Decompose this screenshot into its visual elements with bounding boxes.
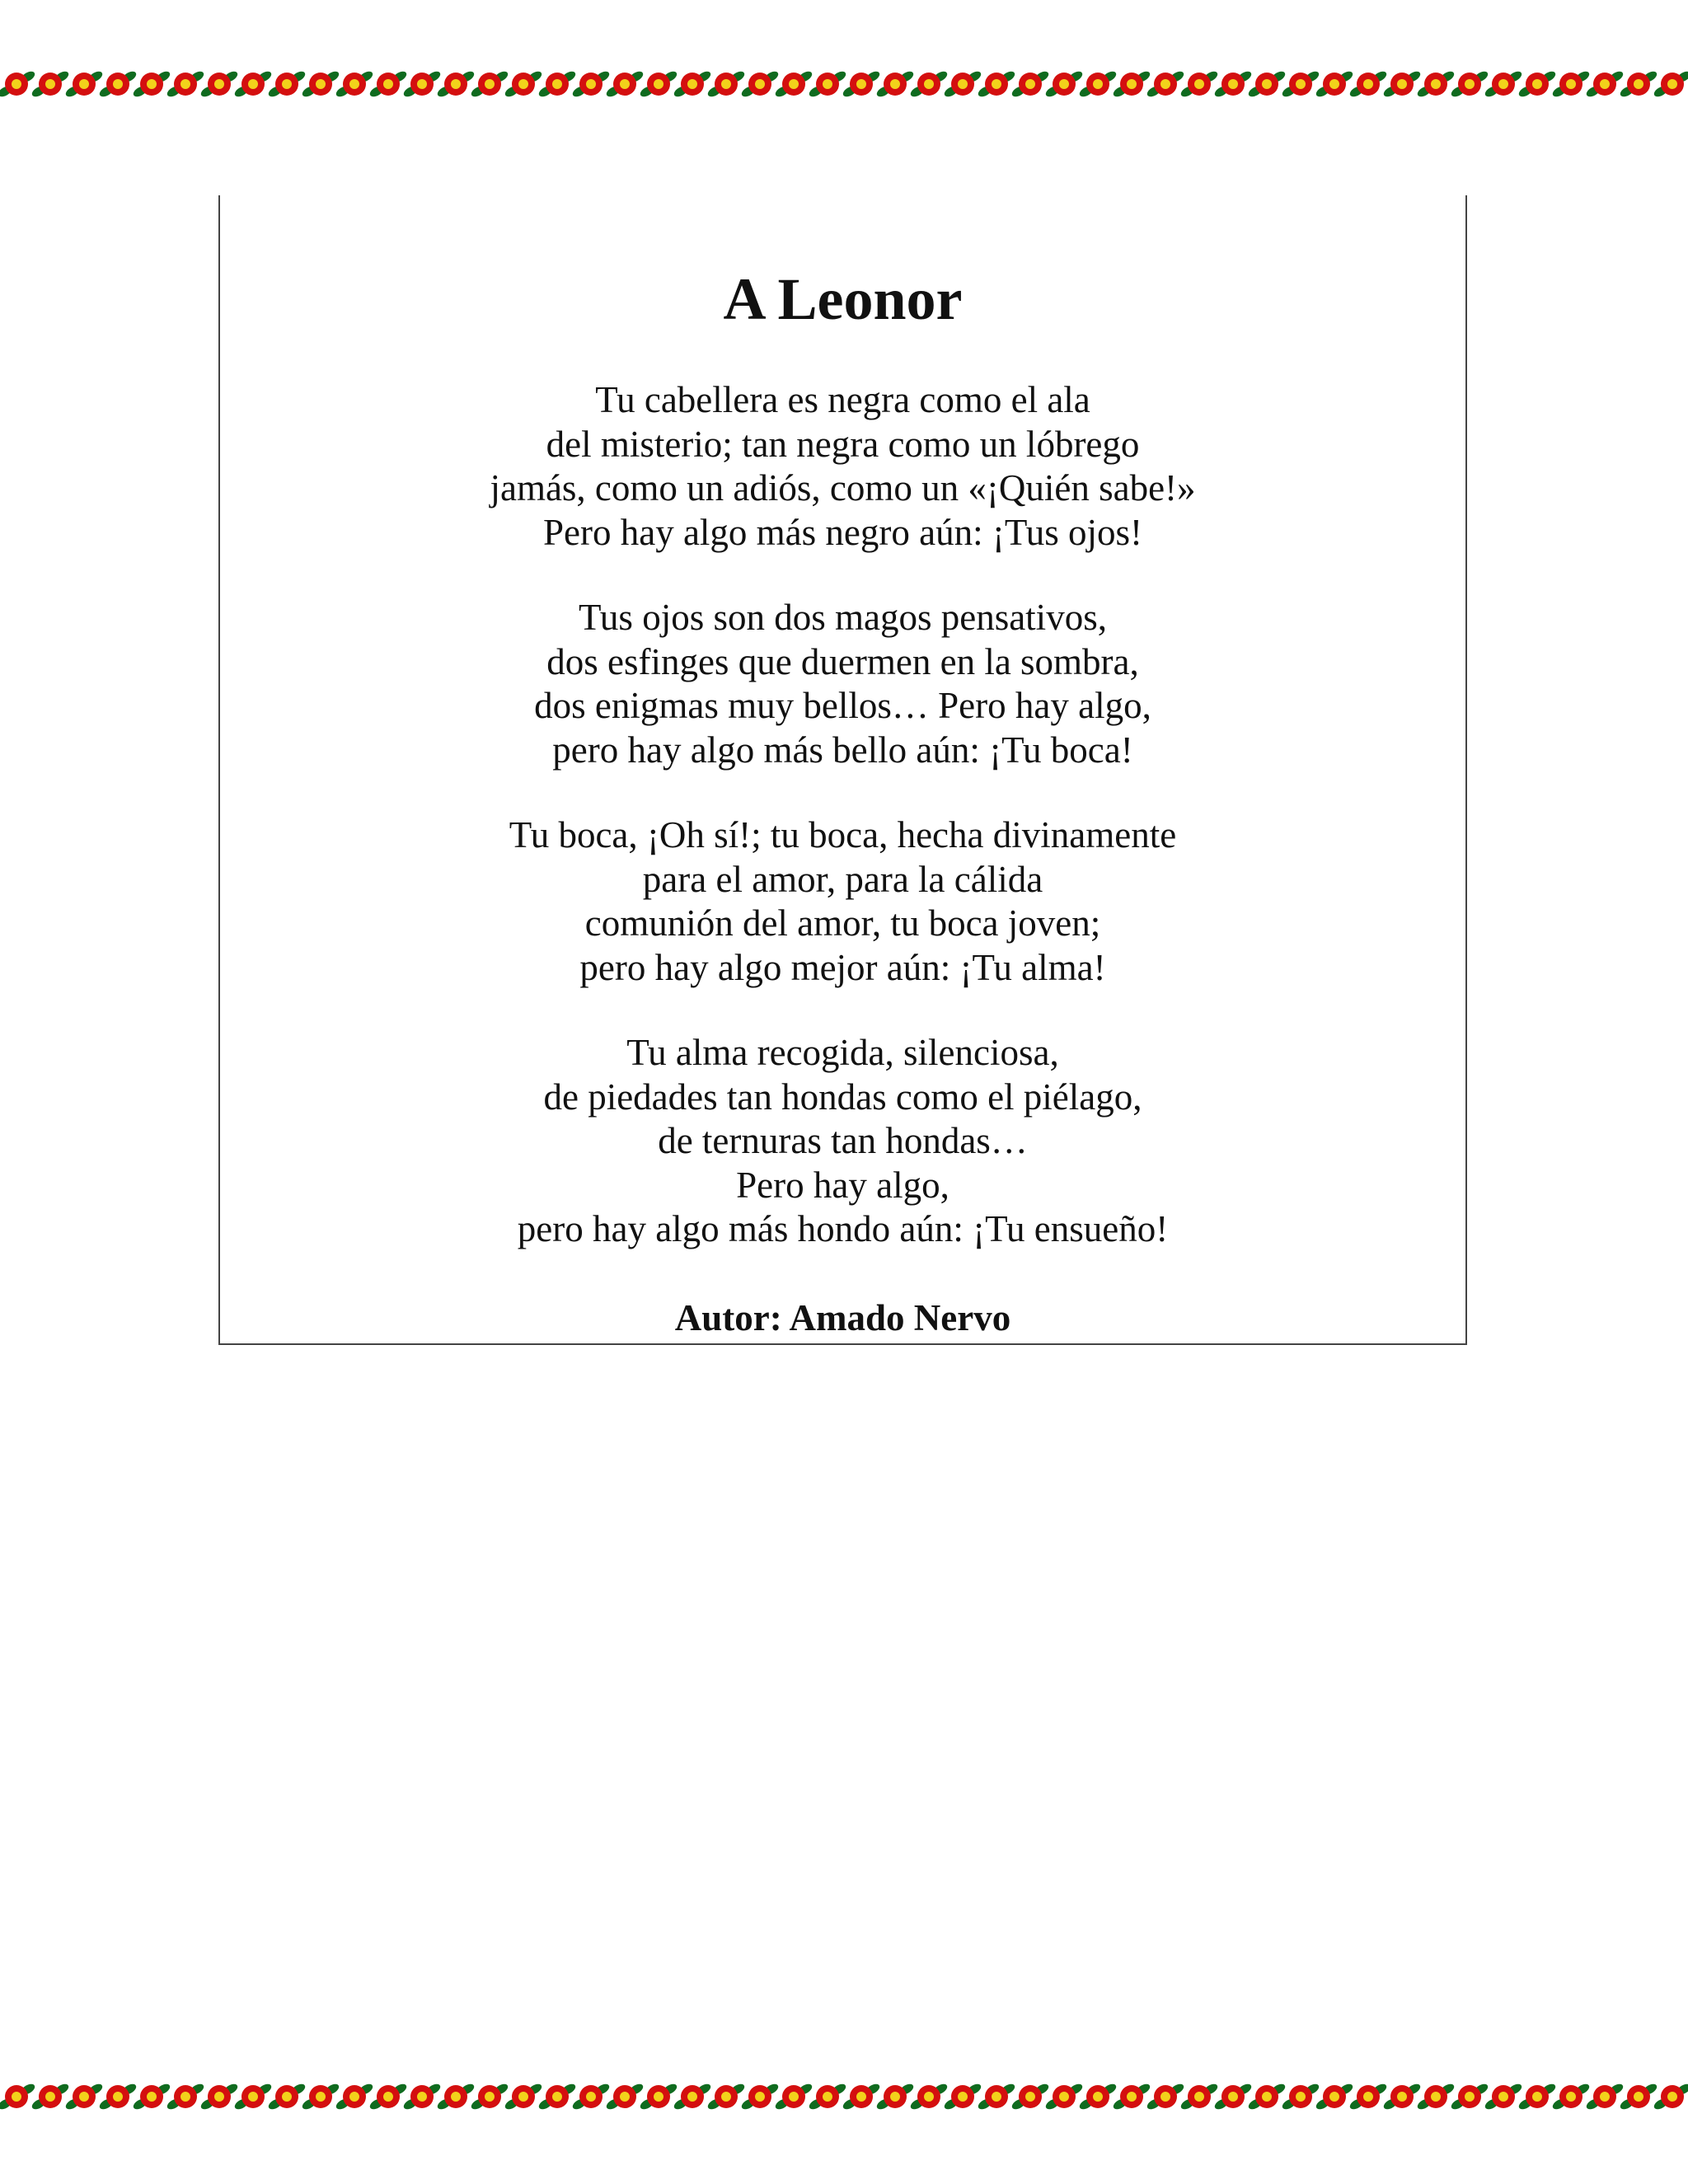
red-flower-icon bbox=[1653, 69, 1688, 99]
red-flower-icon bbox=[571, 69, 612, 99]
red-flower-icon bbox=[808, 2082, 848, 2111]
red-flower-icon bbox=[301, 2082, 341, 2111]
red-flower-icon bbox=[368, 69, 409, 99]
red-flower-icon bbox=[875, 69, 916, 99]
red-flower-icon bbox=[1078, 2082, 1118, 2111]
red-flower-icon bbox=[98, 2082, 138, 2111]
red-flower-icon bbox=[436, 69, 476, 99]
red-flower-icon bbox=[64, 2082, 105, 2111]
red-flower-icon bbox=[605, 2082, 645, 2111]
red-flower-icon bbox=[436, 2082, 476, 2111]
red-flower-icon bbox=[1044, 69, 1085, 99]
red-flower-icon bbox=[1315, 69, 1355, 99]
red-flower-icon bbox=[1247, 2082, 1287, 2111]
red-flower-icon bbox=[1112, 69, 1152, 99]
red-flower-icon bbox=[875, 2082, 916, 2111]
red-flower-icon bbox=[132, 69, 172, 99]
red-flower-icon bbox=[1416, 69, 1456, 99]
red-flower-icon bbox=[774, 69, 814, 99]
verse-line: jamás, como un adiós, como un «¡Quién sabe!» bbox=[490, 467, 1196, 509]
verse-line: Pero hay algo, bbox=[736, 1164, 950, 1206]
red-flower-icon bbox=[706, 69, 747, 99]
verse-line: pero hay algo mejor aún: ¡Tu alma! bbox=[579, 946, 1106, 988]
red-flower-icon bbox=[977, 69, 1017, 99]
red-flower-icon bbox=[1619, 2082, 1659, 2111]
red-flower-icon bbox=[1382, 2082, 1423, 2111]
red-flower-icon bbox=[1213, 69, 1254, 99]
poem-title: A Leonor bbox=[723, 266, 963, 332]
red-flower-icon bbox=[402, 69, 443, 99]
verse-line: Tu alma recogida, silenciosa, bbox=[626, 1032, 1059, 1073]
red-flower-icon bbox=[1179, 69, 1220, 99]
verse-line: dos esfinges que duermen en la sombra, bbox=[546, 640, 1139, 682]
verse-line: Pero hay algo más negro aún: ¡Tus ojos! bbox=[542, 511, 1142, 553]
verse-line: dos enigmas muy bellos… Pero hay algo, bbox=[534, 685, 1151, 726]
stanza bbox=[220, 1031, 1465, 1252]
red-flower-icon bbox=[808, 69, 848, 99]
red-flower-icon bbox=[1484, 69, 1524, 99]
red-flower-icon bbox=[199, 69, 240, 99]
red-flower-icon bbox=[335, 69, 375, 99]
red-flower-icon bbox=[1348, 69, 1389, 99]
red-flower-icon bbox=[1146, 69, 1186, 99]
verse-line: Tu cabellera es negra como el ala bbox=[595, 379, 1090, 420]
red-flower-icon bbox=[1281, 2082, 1321, 2111]
red-flower-icon bbox=[943, 2082, 983, 2111]
red-flower-icon bbox=[1551, 69, 1592, 99]
flower-border-bottom bbox=[0, 2077, 1688, 2116]
red-flower-icon bbox=[1348, 2082, 1389, 2111]
red-flower-icon bbox=[1450, 2082, 1490, 2111]
verse-line: pero hay algo más bello aún: ¡Tu boca! bbox=[552, 729, 1133, 771]
red-flower-icon bbox=[1450, 69, 1490, 99]
red-flower-icon bbox=[740, 2082, 781, 2111]
red-flower-icon bbox=[774, 2082, 814, 2111]
verse-line: comunión del amor, tu boca joven; bbox=[584, 902, 1101, 944]
red-flower-icon bbox=[267, 2082, 307, 2111]
red-flower-icon bbox=[1517, 69, 1558, 99]
red-flower-icon bbox=[1517, 2082, 1558, 2111]
red-flower-icon bbox=[267, 69, 307, 99]
red-flower-icon bbox=[233, 2082, 274, 2111]
red-flower-icon bbox=[605, 69, 645, 99]
poem-frame bbox=[218, 195, 1467, 1345]
verse-line: del misterio; tan negra como un lóbrego bbox=[546, 423, 1140, 465]
verse-line: de ternuras tan hondas… bbox=[658, 1120, 1028, 1161]
red-flower-icon bbox=[977, 2082, 1017, 2111]
red-flower-icon bbox=[1213, 2082, 1254, 2111]
red-flower-icon bbox=[706, 2082, 747, 2111]
red-flower-icon bbox=[1146, 2082, 1186, 2111]
red-flower-icon bbox=[368, 2082, 409, 2111]
red-flower-icon bbox=[166, 69, 206, 99]
red-flower-icon bbox=[1112, 2082, 1152, 2111]
red-flower-icon bbox=[1078, 69, 1118, 99]
red-flower-icon bbox=[64, 69, 105, 99]
red-flower-icon bbox=[166, 2082, 206, 2111]
red-flower-icon bbox=[673, 2082, 713, 2111]
red-flower-icon bbox=[504, 69, 544, 99]
stanza bbox=[220, 596, 1465, 772]
verse-line: pero hay algo más hondo aún: ¡Tu ensueño! bbox=[517, 1208, 1169, 1249]
red-flower-icon bbox=[1315, 2082, 1355, 2111]
red-flower-icon bbox=[1281, 69, 1321, 99]
red-flower-icon bbox=[537, 69, 578, 99]
red-flower-icon bbox=[740, 69, 781, 99]
red-flower-icon bbox=[909, 69, 950, 99]
red-flower-icon bbox=[0, 2082, 36, 2111]
flower-border-top bbox=[0, 64, 1688, 104]
red-flower-icon bbox=[1653, 2082, 1688, 2111]
red-flower-icon bbox=[1010, 2082, 1051, 2111]
red-flower-icon bbox=[673, 69, 713, 99]
red-flower-icon bbox=[504, 2082, 544, 2111]
red-flower-icon bbox=[909, 2082, 950, 2111]
red-flower-icon bbox=[1010, 69, 1051, 99]
red-flower-icon bbox=[0, 69, 36, 99]
red-flower-icon bbox=[470, 69, 510, 99]
verse-line: de piedades tan hondas como el piélago, bbox=[543, 1076, 1142, 1118]
red-flower-icon bbox=[1416, 2082, 1456, 2111]
red-flower-icon bbox=[1585, 2082, 1625, 2111]
stanza bbox=[220, 378, 1465, 555]
red-flower-icon bbox=[1484, 2082, 1524, 2111]
red-flower-icon bbox=[132, 2082, 172, 2111]
red-flower-icon bbox=[470, 2082, 510, 2111]
poem-author: Autor: Amado Nervo bbox=[674, 1297, 1011, 1338]
red-flower-icon bbox=[1619, 69, 1659, 99]
verse-line: para el amor, para la cálida bbox=[642, 858, 1043, 900]
red-flower-icon bbox=[98, 69, 138, 99]
verse-line: Tus ojos son dos magos pensativos, bbox=[579, 597, 1107, 638]
poem-body bbox=[220, 378, 1465, 1293]
red-flower-icon bbox=[943, 69, 983, 99]
red-flower-icon bbox=[639, 69, 679, 99]
red-flower-icon bbox=[842, 69, 882, 99]
verse-line: Tu boca, ¡Oh sí!; tu boca, hecha divinamente bbox=[509, 814, 1177, 855]
red-flower-icon bbox=[1551, 2082, 1592, 2111]
red-flower-icon bbox=[199, 2082, 240, 2111]
red-flower-icon bbox=[1179, 2082, 1220, 2111]
red-flower-icon bbox=[30, 69, 71, 99]
red-flower-icon bbox=[537, 2082, 578, 2111]
red-flower-icon bbox=[30, 2082, 71, 2111]
red-flower-icon bbox=[571, 2082, 612, 2111]
stanza bbox=[220, 813, 1465, 990]
red-flower-icon bbox=[1382, 69, 1423, 99]
red-flower-icon bbox=[1044, 2082, 1085, 2111]
red-flower-icon bbox=[1585, 69, 1625, 99]
red-flower-icon bbox=[301, 69, 341, 99]
red-flower-icon bbox=[402, 2082, 443, 2111]
red-flower-icon bbox=[335, 2082, 375, 2111]
red-flower-icon bbox=[842, 2082, 882, 2111]
red-flower-icon bbox=[639, 2082, 679, 2111]
red-flower-icon bbox=[1247, 69, 1287, 99]
red-flower-icon bbox=[233, 69, 274, 99]
